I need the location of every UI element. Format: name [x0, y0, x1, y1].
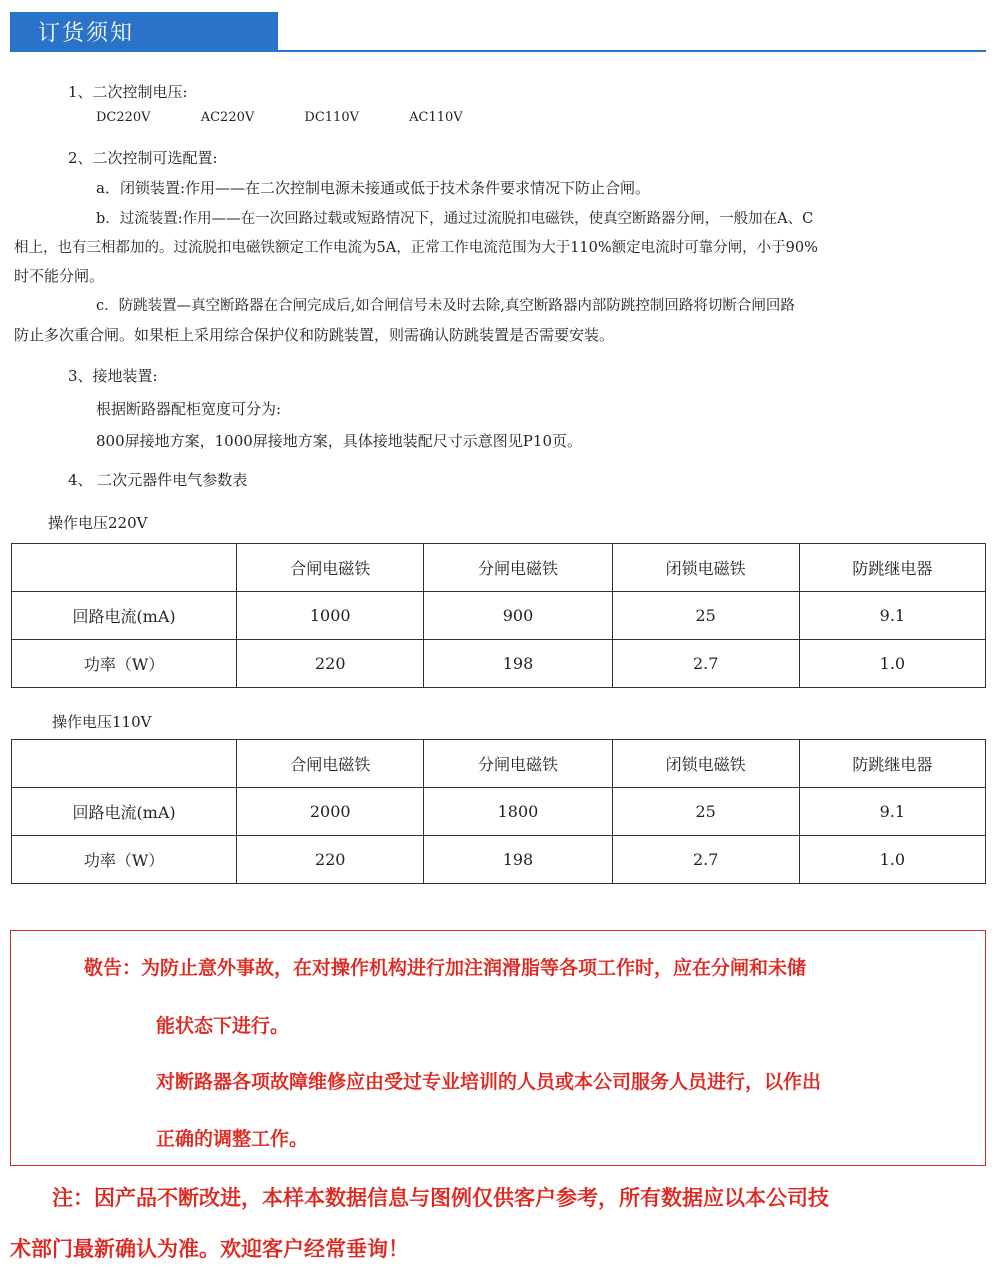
table-cell: 1.0 [799, 836, 985, 884]
table-header-cell: 合闸电磁铁 [237, 740, 424, 788]
table-cell: 1000 [237, 592, 424, 640]
table-cell: 198 [424, 836, 612, 884]
section2-title: 2、二次控制可选配置: [68, 149, 218, 167]
spec-table-110v [11, 739, 986, 884]
section1-title: 1、二次控制电压: [68, 83, 188, 101]
table-cell: 1.0 [799, 640, 985, 688]
table-header-cell [12, 740, 237, 788]
table-cell: 220 [237, 836, 424, 884]
note-line1: 注：因产品不断改进，本样本数据信息与图例仅供客户参考，所有数据应以本公司技 [52, 1186, 829, 1210]
table-row [12, 788, 986, 836]
page-title: 订货须知 [38, 21, 135, 46]
table-cell: 25 [612, 788, 799, 836]
table-row [12, 836, 986, 884]
section2-item-a: a．闭锁装置:作用——在二次控制电源未接通或低于技术条件要求情况下防止合闸。 [96, 179, 651, 197]
spec-table-220v [11, 543, 986, 688]
warning-line1: 敬告：为防止意外事故，在对操作机构进行加注润滑脂等各项工作时，应在分闸和未储 [84, 957, 807, 979]
table-cell: 2.7 [612, 640, 799, 688]
table-cell: 220 [237, 640, 424, 688]
table-cell: 1800 [424, 788, 612, 836]
warning-line4: 正确的调整工作。 [156, 1128, 309, 1150]
table-header-cell: 防跳继电器 [799, 544, 985, 592]
table-cell: 9.1 [799, 788, 985, 836]
row-label: 回路电流(mA) [12, 788, 237, 836]
voltage-item: DC220V [96, 110, 151, 125]
section3-line2: 800屏接地方案，1000屏接地方案，具体接地装配尺寸示意图见P10页。 [96, 432, 582, 450]
table-header-cell: 分闸电磁铁 [424, 740, 612, 788]
voltage-item: DC110V [304, 110, 359, 125]
table1-caption: 操作电压220V [48, 514, 148, 532]
table-header-row [12, 544, 986, 592]
warning-line2: 能状态下进行。 [156, 1015, 290, 1037]
table-row [12, 592, 986, 640]
row-label: 回路电流(mA) [12, 592, 237, 640]
table-header-cell: 防跳继电器 [799, 740, 985, 788]
warning-line3: 对断路器各项故障维修应由受过专业培训的人员或本公司服务人员进行，以作出 [156, 1071, 822, 1093]
table-header-cell: 合闸电磁铁 [237, 544, 424, 592]
section4-title: 4、 二次元器件电气参数表 [68, 471, 248, 489]
section2-item-c-line2: 防止多次重合闸。如果柜上采用综合保护仪和防跳装置，则需确认防跳装置是否需要安装。 [14, 326, 615, 344]
table-cell: 900 [424, 592, 612, 640]
table-cell: 25 [612, 592, 799, 640]
voltage-list [96, 110, 509, 125]
section2-item-b-line2: 相上，也有三相都加的。过流脱扣电磁铁额定工作电流为5A，正常工作电流范围为大于110%额定电流时可靠分闸，小于90% [14, 240, 818, 256]
table-cell: 9.1 [799, 592, 985, 640]
table-cell: 2.7 [612, 836, 799, 884]
header-divider [10, 50, 986, 52]
table-cell: 198 [424, 640, 612, 688]
section3-title: 3、接地装置: [68, 367, 158, 385]
table-cell: 2000 [237, 788, 424, 836]
table-header-row [12, 740, 986, 788]
voltage-item: AC220V [200, 110, 255, 125]
section2-item-b-line1: b．过流装置:作用——在一次回路过载或短路情况下，通过过流脱扣电磁铁，使真空断路器分闸，一般加在A、C [96, 211, 814, 227]
row-label: 功率（W） [12, 836, 237, 884]
table2-caption: 操作电压110V [52, 713, 152, 731]
section2-item-c-line1: c．防跳装置—真空断路器在合闸完成后,如合闸信号未及时去除,真空断路器内部防跳控制回路将切断合闸回路 [96, 298, 795, 314]
table-header-cell: 分闸电磁铁 [424, 544, 612, 592]
row-label: 功率（W） [12, 640, 237, 688]
voltage-item: AC110V [409, 110, 463, 125]
table-header-cell: 闭锁电磁铁 [612, 544, 799, 592]
table-header-cell: 闭锁电磁铁 [612, 740, 799, 788]
table-row [12, 640, 986, 688]
note-line2: 术部门最新确认为准。欢迎客户经常垂询！ [10, 1237, 409, 1261]
section3-line1: 根据断路器配柜宽度可分为: [96, 400, 282, 418]
table-header-cell [12, 544, 237, 592]
section2-item-b-line3: 时不能分闸。 [14, 267, 105, 285]
